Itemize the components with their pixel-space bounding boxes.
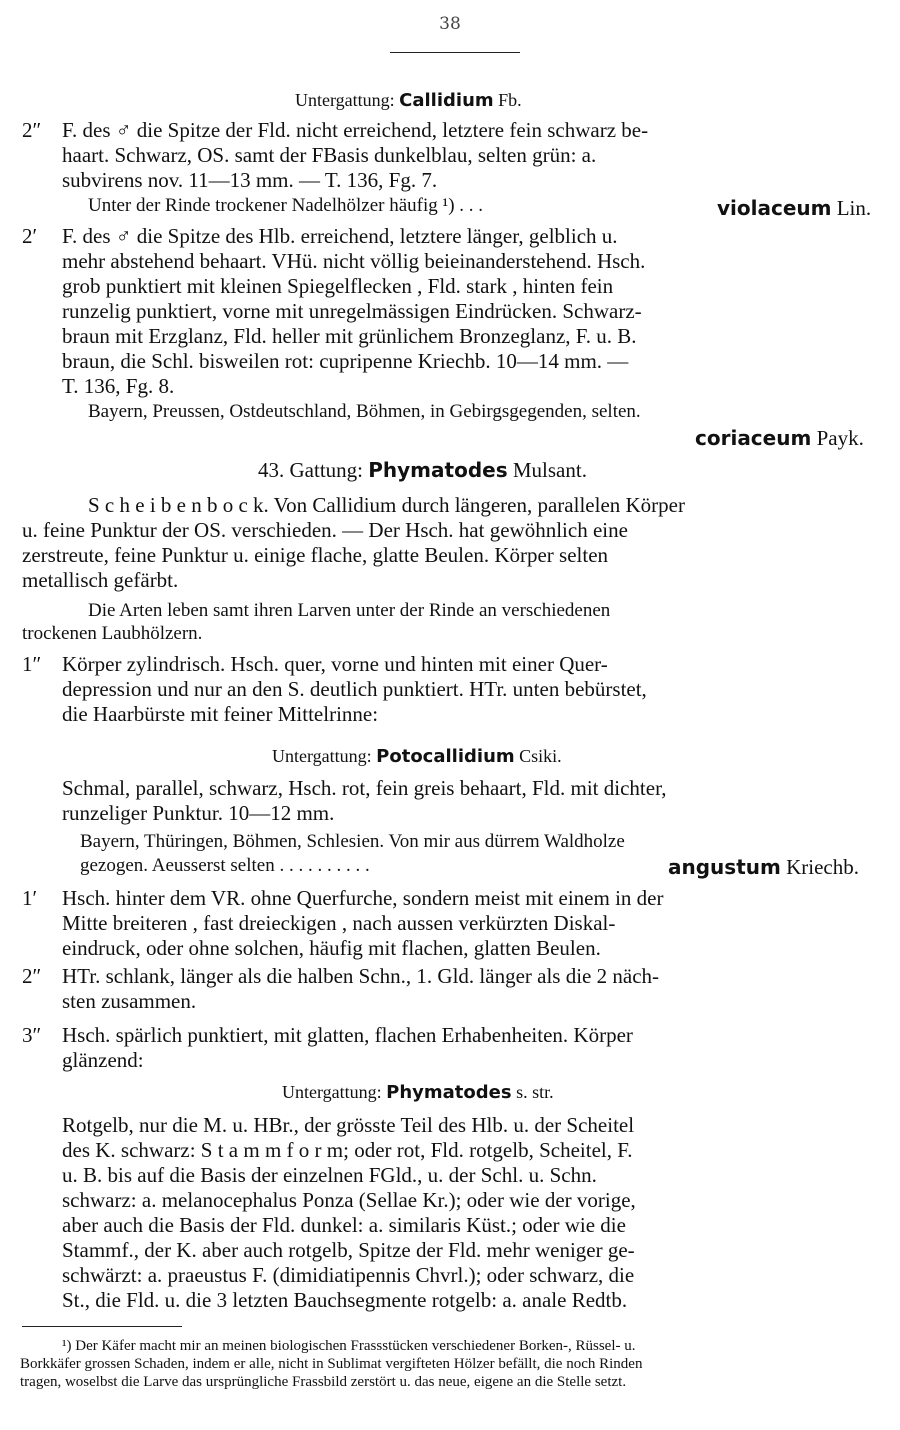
habitat-line: Unter der Rinde trockener Nadelhölzer häufig ¹) . . . — [88, 195, 484, 216]
couplet-text-line: subvirens nov. 11—13 mm. — T. 136, Fg. 7. — [62, 168, 438, 192]
habitat-line: Bayern, Preussen, Ostdeutschland, Böhmen, in Gebirgsgegenden, selten. — [88, 401, 641, 422]
couplet-text-line: haart. Schwarz, OS. samt der FBasis dunkelblau, selten grün: a. — [62, 143, 597, 167]
footnote-line: tragen, woselbst die Larve das ursprüngliche Frassbild zerstört u. das neue, eigene an die Stelle setzt. — [20, 1374, 627, 1390]
species-angustum: angustum Kriechb. — [668, 855, 859, 879]
couplet-text-line: runzelig punktiert, vorne mit unregelmässigen Eindrücken. Schwarz- — [62, 299, 642, 323]
page-number: 38 — [439, 14, 461, 34]
habitat-line: gezogen. Aeusserst selten . . . . . . . . . . — [80, 855, 370, 876]
couplet-number: 2″ — [22, 118, 42, 142]
couplet-text-line: T. 136, Fg. 8. — [62, 374, 175, 398]
footnote-rule — [22, 1326, 182, 1327]
couplet-text-line: braun mit Erzglanz, Fld. heller mit grünlichem Bronzeglanz, F. u. B. — [62, 324, 637, 348]
description-line: Stammf., der K. aber auch rotgelb, Spitze der Fld. mehr weniger ge- — [62, 1238, 635, 1262]
footnote-line: ¹) Der Käfer macht mir an meinen biologischen Frassstücken verschiedener Borken-, Rüssel- u. — [62, 1338, 636, 1354]
couplet-text-line: mehr abstehend behaart. VHü. nicht völlig beieinanderstehend. Hsch. — [62, 249, 646, 273]
couplet-text-line: eindruck, oder ohne solchen, häufig mit flachen, glatten Beulen. — [62, 936, 601, 960]
genus-description-line: zerstreute, feine Punktur u. einige flache, glatte Beulen. Körper selten — [22, 543, 609, 567]
couplet-text-line: Körper zylindrisch. Hsch. quer, vorne und hinten mit einer Quer- — [62, 652, 608, 676]
couplet-text-line: die Haarbürste mit feiner Mittelrinne: — [62, 702, 379, 726]
description-line: St., die Fld. u. die 3 letzten Bauchsegmente rotgelb: a. anale Redtb. — [62, 1288, 628, 1312]
description-line: u. B. bis auf die Basis der einzelnen FGld., u. der Schl. u. Schn. — [62, 1163, 597, 1187]
couplet-number: 1′ — [22, 886, 38, 910]
description-line: Rotgelb, nur die M. u. HBr., der grösste Teil des Hlb. u. der Scheitel — [62, 1113, 635, 1137]
genus-biology-line: Die Arten leben samt ihren Larven unter der Rinde an verschiedenen — [88, 600, 611, 621]
genus-description-line: u. feine Punktur der OS. verschieden. — Der Hsch. hat gewöhnlich eine — [22, 518, 628, 542]
species-violaceum: violaceum Lin. — [717, 196, 872, 220]
couplet-text-line: depression und nur an den S. deutlich punktiert. HTr. unten bebürstet, — [62, 677, 647, 701]
footnote-line: Borkkäfer grossen Schaden, indem er alle, nicht in Sublimat vergifteten Hölzer befällt, die noch Rinden — [20, 1356, 643, 1372]
habitat-line: Bayern, Thüringen, Böhmen, Schlesien. Von mir aus dürrem Waldholze — [80, 831, 625, 852]
genus-description-line: S c h e i b e n b o c k. Von Callidium durch längeren, parallelen Körper — [88, 493, 685, 517]
couplet-text-line: braun, die Schl. bisweilen rot: cupripenne Kriechb. 10—14 mm. — — [62, 349, 629, 373]
genus-biology-line: trockenen Laubhölzern. — [22, 623, 203, 644]
couplet-text-line: HTr. schlank, länger als die halben Schn., 1. Gld. länger als die 2 näch- — [62, 964, 660, 988]
couplet-text-line: Hsch. spärlich punktiert, mit glatten, flachen Erhabenheiten. Körper — [62, 1023, 633, 1047]
couplet-number: 2″ — [22, 964, 42, 988]
couplet-text-line: Hsch. hinter dem VR. ohne Querfurche, sondern meist mit einem in der — [62, 886, 664, 910]
couplet-number: 3″ — [22, 1023, 42, 1047]
subgenus-heading-phymatodes: Untergattung: Phymatodes s. str. — [282, 1082, 554, 1103]
couplet-number: 1″ — [22, 652, 42, 676]
species-coriaceum: coriaceum Payk. — [695, 426, 864, 450]
description-line: des K. schwarz: S t a m m f o r m; oder rot, Fld. rotgelb, Scheitel, F. — [62, 1138, 633, 1162]
couplet-text-line: F. des ♂ die Spitze des Hlb. erreichend, letztere länger, gelblich u. — [62, 224, 618, 248]
description-line: schwarz: a. melanocephalus Ponza (Sellae Kr.); oder wie der vorige, — [62, 1188, 636, 1212]
header-rule — [390, 52, 520, 53]
genus-description-line: metallisch gefärbt. — [22, 568, 179, 592]
subgenus-heading-callidium: Untergattung: Callidium Fb. — [295, 90, 522, 111]
subgenus-heading-potocallidium: Untergattung: Potocallidium Csiki. — [272, 746, 562, 767]
couplet-text-line: glänzend: — [62, 1048, 144, 1072]
genus-heading: 43. Gattung: Phymatodes Mulsant. — [258, 458, 587, 482]
description-line: runzeliger Punktur. 10—12 mm. — [62, 801, 335, 825]
description-line: Schmal, parallel, schwarz, Hsch. rot, fein greis behaart, Fld. mit dichter, — [62, 776, 667, 800]
couplet-text-line: sten zusammen. — [62, 989, 197, 1013]
description-line: aber auch die Basis der Fld. dunkel: a. similaris Küst.; oder wie die — [62, 1213, 626, 1237]
couplet-number: 2′ — [22, 224, 38, 248]
couplet-text-line: F. des ♂ die Spitze der Fld. nicht erreichend, letztere fein schwarz be- — [62, 118, 649, 142]
couplet-text-line: Mitte breiteren , fast dreieckigen , nach aussen verkürzten Diskal- — [62, 911, 616, 935]
description-line: schwärzt: a. praeustus F. (dimidiatipennis Chvrl.); oder schwarz, die — [62, 1263, 635, 1287]
couplet-text-line: grob punktiert mit kleinen Spiegelflecken , Fld. stark , hinten fein — [62, 274, 614, 298]
